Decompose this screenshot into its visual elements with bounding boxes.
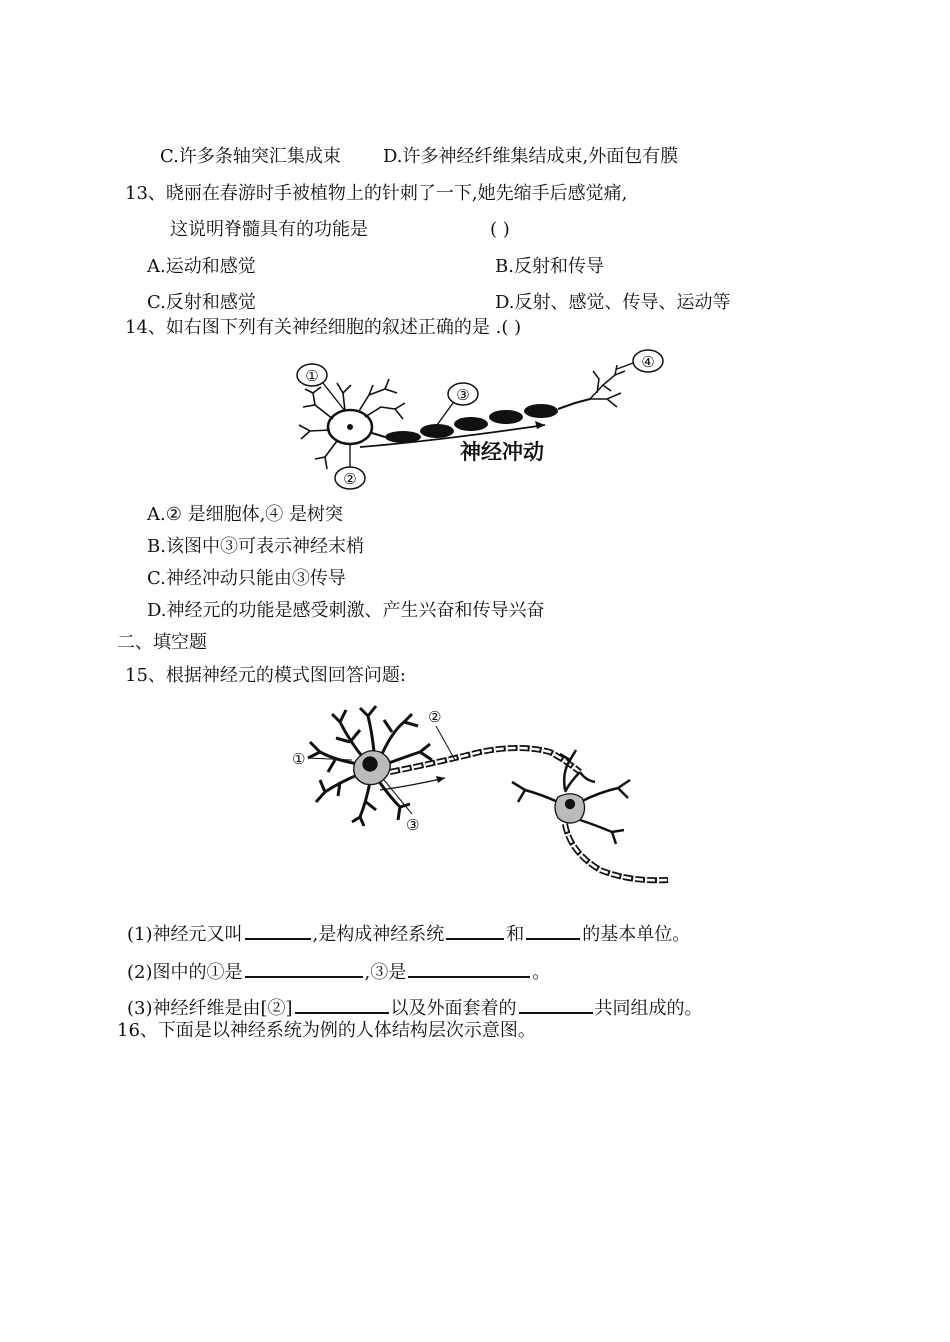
impulse-label: 神经冲动	[460, 440, 544, 464]
q15-l3-text-b: 以及外面套着的	[390, 998, 517, 1019]
axon-terminal	[590, 365, 625, 407]
figure-label-4: ④	[641, 353, 655, 371]
q13-stem: 13、晓丽在春游时手被植物上的针刺了一下,她先缩手后感觉痛,	[125, 183, 628, 204]
q14-option-d: D.神经元的功能是感受刺激、产生兴奋和传导兴奋	[147, 600, 545, 621]
q15-l1-text-b: ,是构成神经系统	[312, 924, 445, 945]
section-title: 二、填空题	[117, 632, 207, 653]
q13-option-b: B.反射和传导	[495, 256, 604, 277]
q15-l3-text-a: (3)神经纤维是由[②]	[127, 998, 293, 1019]
q15-blank-line-3	[127, 994, 703, 1021]
myelin-sheath	[385, 404, 558, 443]
answer-blank[interactable]	[519, 994, 593, 1014]
q15-l1-text-d: 的基本单位。	[582, 924, 691, 945]
q13-stem-2: 这说明脊髓具有的功能是	[170, 219, 368, 240]
answer-blank[interactable]	[408, 958, 530, 978]
q13-option-d: D.反射、感觉、传导、运动等	[495, 292, 731, 313]
q12-option-d: D.许多神经纤维集结成束,外面包有膜	[383, 146, 679, 167]
figure-label-1: ①	[292, 750, 306, 768]
q16-stem: 16、下面是以神经系统为例的人体结构层次示意图。	[117, 1020, 536, 1041]
q14-stem: 14、如右图下列有关神经细胞的叙述正确的是 .( )	[125, 317, 522, 338]
q15-l2-text-b: ,③是	[364, 962, 407, 983]
q15-l1-text-a: (1)神经元又叫	[127, 924, 243, 945]
q13-option-a: A.运动和感觉	[147, 256, 256, 277]
q14-option-b: B.该图中③可表示神经末梢	[147, 536, 364, 557]
q14-option-a: A.② 是细胞体,④ 是树突	[147, 504, 344, 525]
q15-blank-line-1	[127, 920, 690, 947]
q15-l3-text-c: 共同组成的。	[594, 998, 703, 1019]
q13-answer-paren: ( )	[490, 219, 510, 240]
figure-label-1: ①	[305, 367, 319, 385]
q15-l2-text-a: (2)图中的①是	[127, 962, 243, 983]
q13-option-c: C.反射和感觉	[147, 292, 256, 313]
figure-label-2: ②	[343, 470, 357, 488]
q15-l2-text-c: 。	[532, 962, 551, 983]
q14-option-c: C.神经冲动只能由③传导	[147, 568, 346, 589]
figure-label-2: ②	[428, 708, 442, 726]
nucleus-2	[566, 800, 575, 809]
q15-l1-text-c: 和	[506, 924, 525, 945]
answer-blank[interactable]	[245, 920, 311, 940]
q12-option-c: C.许多条轴突汇集成束	[160, 146, 341, 167]
answer-blank[interactable]	[446, 920, 504, 940]
answer-blank[interactable]	[295, 994, 389, 1014]
q15-blank-line-2	[127, 958, 550, 985]
impulse-arrow	[380, 778, 445, 790]
neuron-figure-q14	[285, 345, 695, 495]
answer-blank[interactable]	[526, 920, 580, 940]
figure-label-3: ③	[406, 816, 420, 834]
q15-stem: 15、根据神经元的模式图回答问题:	[125, 665, 406, 686]
nucleus	[363, 757, 377, 771]
nucleus	[347, 424, 353, 430]
answer-blank[interactable]	[245, 958, 363, 978]
neuron-figure-q15	[280, 702, 680, 892]
figure-label-3: ③	[456, 386, 470, 404]
